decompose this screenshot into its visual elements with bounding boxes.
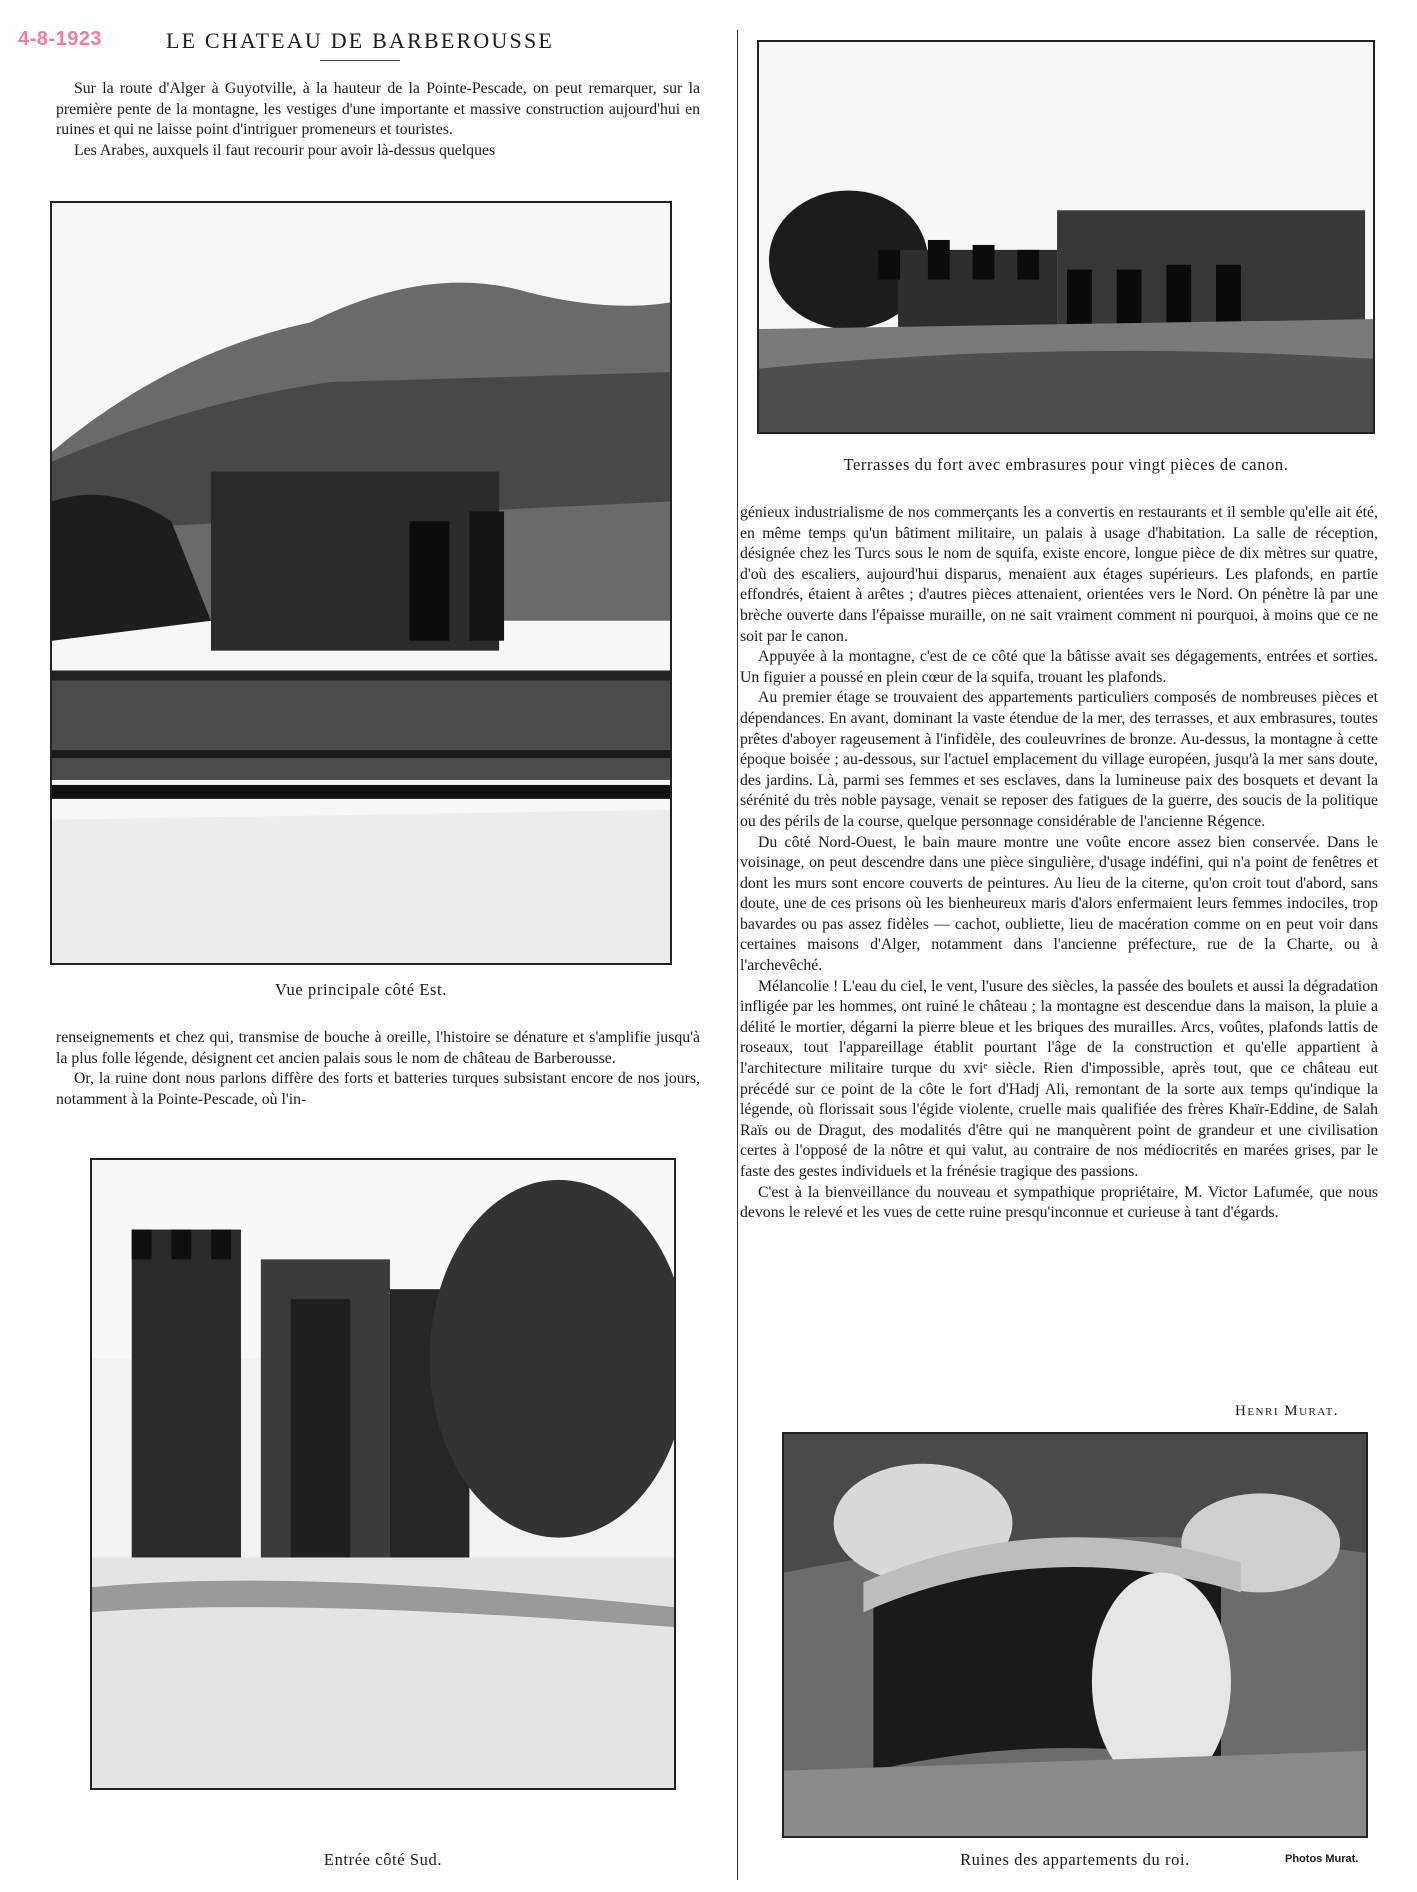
intro-text [56,79,700,161]
paragraph: renseignements et chez qui, transmise de bouche à oreille, l'histoire se dénature et s'amplifie jusqu'à la plus folle légende, désignent cet ancien palais sous le nom de château de Barberousse. [56,1029,700,1067]
paragraph: Du côté Nord-Ouest, le bain maure montre une voûte encore assez bien conservée. Dans le voisinage, on peut descendre dans une pièce singulière, d'usage indéfini, qui n'a point de fenêtres et dont les murs sont encore couverts de peintures. Au lieu de la citerne, qu'on croit tout d'abord, sans doute, une de ces prisons où les bienheureux maris d'alors enfermaient leurs femmes indociles, trop bavardes ou pas assez fidèles — cachot, oubliette, lieu de macération comme on en peut voir dans certaines maisons d'Alger, notamment dans l'ancienne préfecture, rue de la Charte, ou à l'archevêché. [740,833,1378,975]
paragraph: Appuyée à la montagne, c'est de ce côté que la bâtisse avait ses dégagements, entrées et sorties. Un figuier a poussé en plein cœur de la squifa, trouant les plafonds. [740,648,1378,686]
article-title: LE CHATEAU DE BARBEROUSSE [165,28,555,53]
paragraph: Sur la route d'Alger à Guyotville, à la hauteur de la Pointe-Pescade, on peut remarquer, sur la première pente de la montagne, les vestiges d'une importante et massive construction aujourd'hui en ruines et qui ne laisse point d'intriguer promeneurs et touristes. [56,80,700,139]
photo-caption: Vue principale côté Est. [275,980,447,999]
paragraph: Les Arabes, auxquels il faut recourir pour avoir là-dessus quelques [74,141,496,159]
paragraph: Or, la ruine dont nous parlons diffère des forts et batteries turques subsistant encore de nos jours, notamment à la Pointe-Pescade, où l'in- [56,1070,700,1108]
photo-caption: Entrée côté Sud. [323,1850,443,1869]
paragraph: Mélancolie ! L'eau du ciel, le vent, l'usure des siècles, la passée des boulets et aussi la dégradation infligée par les hommes, ont ruiné le château ; la montagne est descendue dans la maison, la pluie a délité le mortier, dégarni la pierre bleue et les briques des murailles. Arcs, voûtes, plafonds lattis de roseaux, tout l'appareillage établit pourtant l'âge de la construction et qu'elle appartient à l'architecture militaire turque du xviᵉ siècle. Rien d'impossible, après tout, que ce château eut précédé sur ce point de la côte le fort d'Hadj Ali, remontant de la sorte aux temps qu'indique la légende, où florissait sous l'égide violente, cruelle mais qualifiée des frères Khaïr-Eddine, de Salah Raïs ou de Dragut, des modalités d'être qui ne manquèrent point de grandeur et une civilisation certes à l'opposé de la nôtre et qui valut, au contraire de nos médiocrités en marées grises, par le faste des gestes individuels et la frénésie tragique des passions. [740,977,1378,1180]
photo-credit: Photos Murat. [1285,1853,1359,1865]
photo-east-view [50,201,672,965]
photo-south-entrance [90,1158,676,1790]
paragraph: génieux industrialisme de nos commerçants les a convertis en restaurants et il semble qu'elle ait été, en même temps qu'un bâtiment militaire, un palais à usage d'habitation. La salle de réception, désignée chez les Turcs sous le nom de squifa, existe encore, longue pièce de dix mètres sur quatre, d'où des escaliers, aujourd'hui disparus, menaient aux étages supérieurs. Les plafonds, en partie effondrés, étaient à arêtes ; d'autres pièces attenaient, orientées vers le Nord. On pénètre là par une brèche ouverte dans l'épaisse muraille, on ne sait vraiment comment ni pourquoi, à moins que ce ne soit par le canon. [740,504,1378,645]
middle-text [56,1028,700,1110]
date-stamp: 4-8-1923 [18,28,103,50]
photo-caption: Terrasses du fort avec embrasures pour vingt pièces de canon. [843,455,1289,474]
photo-royal-apartments [782,1432,1368,1838]
author-byline: Henri Murat. [1235,1403,1340,1419]
paragraph: C'est à la bienveillance du nouveau et sympathique propriétaire, M. Victor Lafumée, que nous devons le relevé et les vues de cette ruine presqu'inconnue et curieuse à tant d'égards. [740,1183,1378,1222]
right-column-text [740,503,1378,1224]
column-divider [737,30,738,1880]
photo-terraces [757,40,1375,434]
photo-caption: Ruines des appartements du roi. [960,1850,1190,1869]
paragraph: Au premier étage se trouvaient des appartements particuliers composés de nombreuses pièces et dépendances. En avant, dominant la vaste étendue de la mer, des terrasses, et aux embrasures, toutes prêtes d'aboyer rageusement à l'infidèle, des couleuvrines de bronze. Au-dessus, la montagne à cette époque boisée ; au-dessous, sur l'actuel emplacement du village européen, jusqu'à la mer sans doute, des jardins. Là, parmi ses femmes et ses esclaves, dans la lumineuse paix des bosquets et devant la sérénité du très noble paysage, venait se reposer des fatigues de la guerre, des soucis de la politique ou des périls de la course, quelque personnage considérable de l'ancienne Régence. [740,689,1378,830]
title-divider [320,60,400,61]
